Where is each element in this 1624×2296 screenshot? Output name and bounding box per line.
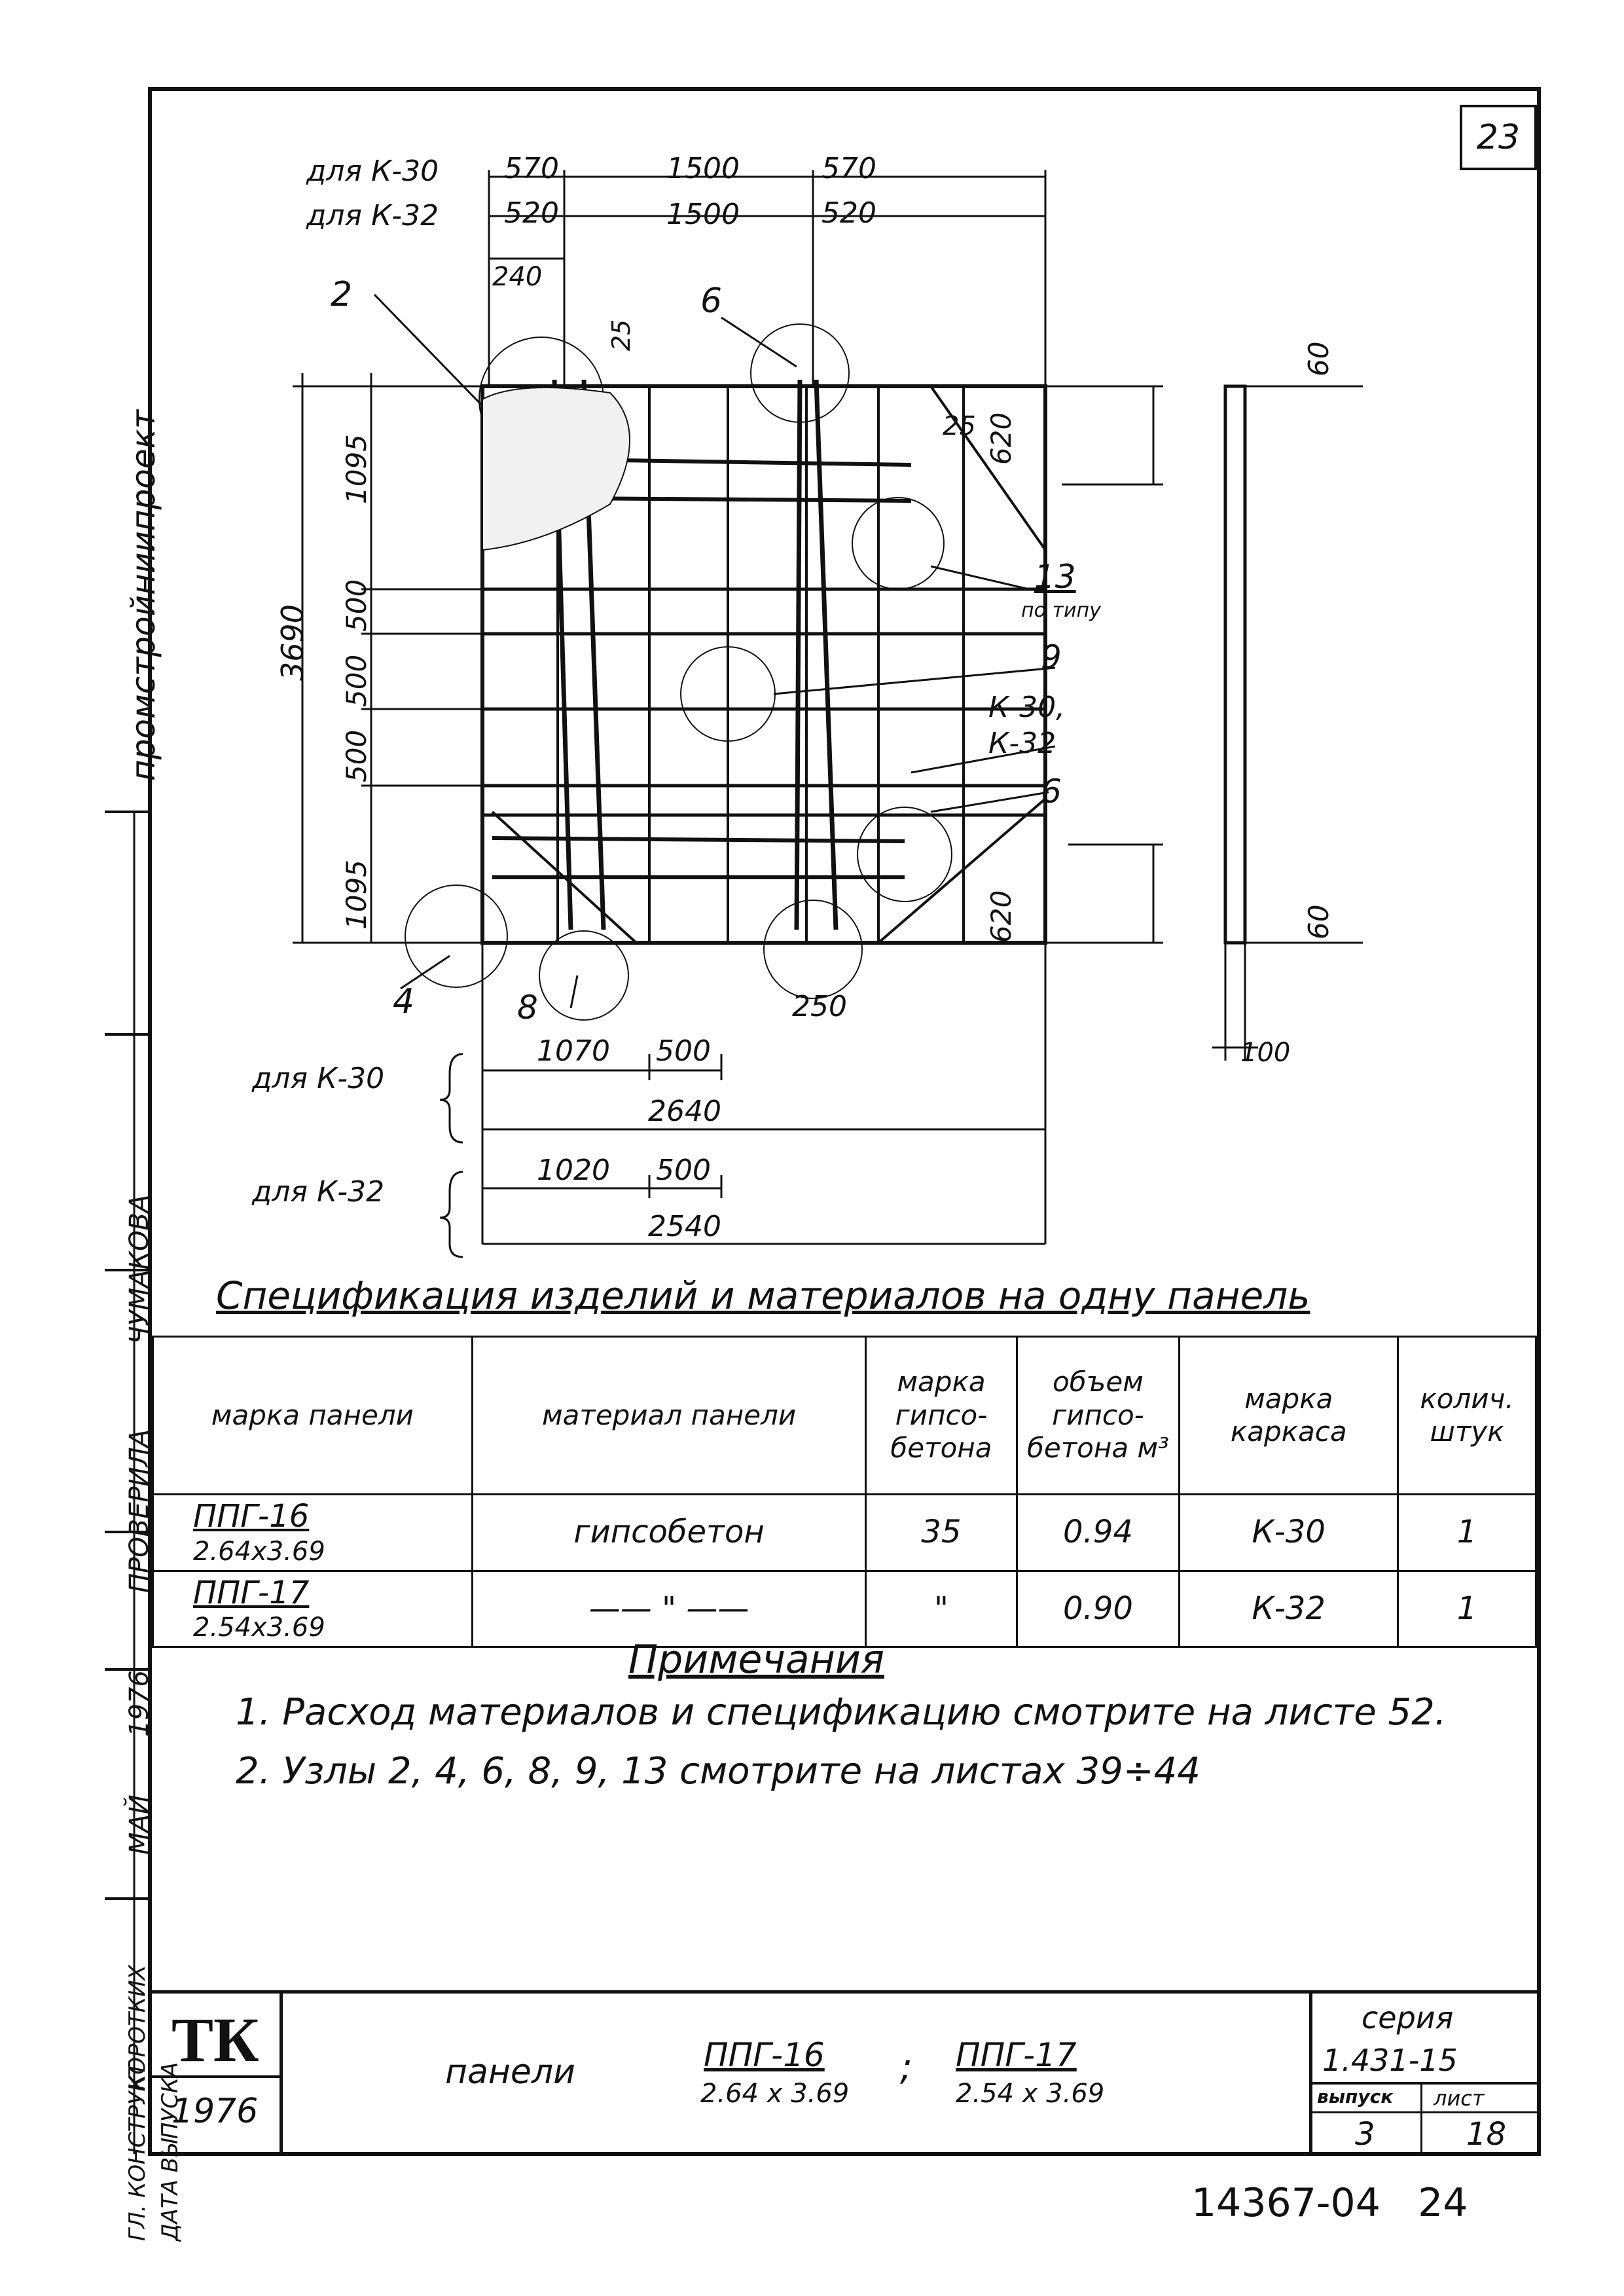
row1-mark-size: 2.64х3.69 (193, 1536, 325, 1567)
dim-500-k32: 500 (656, 1154, 711, 1187)
col-gypsum-mark: марка гипсо-бетона (866, 1337, 1017, 1495)
callout-13: 13 (1034, 558, 1076, 596)
note-2: 2. Узлы 2, 4, 6, 8, 9, 13 смотрите на листах 39÷44 (236, 1750, 1200, 1793)
issue-sheet-divider (1420, 2082, 1422, 2156)
col-qty: колич. штук (1398, 1337, 1536, 1495)
callout-k30: К-30, (988, 691, 1066, 724)
issue-label: выпуск (1317, 2086, 1394, 2107)
row2-gypsum-mark: " (866, 1571, 1017, 1647)
dim-k30-right: 570 (821, 152, 876, 185)
series-value: 1.431-15 (1322, 2043, 1458, 2078)
logo: ТК (171, 2005, 259, 2075)
note-1: 1. Расход материалов и спецификацию смотрите на листе 52. (236, 1691, 1447, 1734)
title-item1-bottom: 2.64 х 3.69 (700, 2079, 850, 2109)
col-mark: марка панели (153, 1337, 473, 1495)
dim-250: 250 (792, 990, 847, 1023)
row1-mark (153, 1495, 473, 1571)
row2-frame: К-32 (1180, 1571, 1398, 1647)
callout-13-note: по типу (1021, 599, 1101, 622)
row2-mark (153, 1571, 473, 1647)
date-label: ДАТА ВЫПУСКА (157, 2062, 183, 2241)
callout-4: 4 (393, 982, 415, 1021)
name-chumakova: ЧУМАКОВА (124, 1194, 154, 1344)
row2-volume: 0.90 (1017, 1571, 1180, 1647)
dim-240: 240 (492, 262, 543, 292)
dim-500-c: 500 (340, 729, 372, 782)
title-separator: ; (900, 2046, 912, 2088)
title-caption: панели (445, 2052, 575, 2092)
row1-mark-name: ППГ-16 (193, 1498, 310, 1535)
dim-100: 100 (1240, 1038, 1291, 1068)
label-k30-bottom: для К-30 (252, 1062, 385, 1095)
callout-9: 9 (1041, 638, 1062, 676)
title-year: 1976 (171, 2092, 259, 2131)
title-item1-top: ППГ-16 (704, 2036, 825, 2074)
callout-8: 8 (517, 989, 538, 1027)
year-stamp: 1976 (124, 1670, 154, 1737)
issue-value: 3 (1355, 2116, 1375, 2153)
col-volume: объем гипсо-бетона м³ (1017, 1337, 1180, 1495)
row1-frame: К-30 (1180, 1495, 1398, 1571)
callout-6-bottom: 6 (1041, 773, 1062, 811)
dim-1070: 1070 (537, 1034, 610, 1068)
dim-2640: 2640 (648, 1095, 721, 1128)
row2-material: —— " —— (472, 1571, 866, 1647)
dim-25-top: 25 (607, 319, 636, 352)
series-divider (1309, 2082, 1537, 2085)
role-gl-konstrukt: ГЛ. КОНСТРУКТ (124, 2062, 151, 2241)
dim-25-right: 25 (943, 411, 976, 441)
title-item2-bottom: 2.54 х 3.69 (956, 2079, 1105, 2109)
date-value: МАЙ (124, 1795, 154, 1855)
dim-3690: 3690 (275, 604, 310, 681)
footer-code: 14367-04 24 (1191, 2180, 1468, 2226)
name-korotkikh: КОРОТКИХ (124, 1965, 151, 2090)
dim-620-bottom: 620 (985, 890, 1017, 943)
dim-k32-right: 520 (821, 196, 876, 230)
sheet-number: 23 (1476, 118, 1521, 157)
dim-60-top: 60 (1303, 341, 1335, 376)
series-label: серия (1362, 2000, 1454, 2035)
row1-volume: 0.94 (1017, 1495, 1180, 1571)
dim-k32-left: 520 (504, 196, 559, 230)
row2-qty: 1 (1398, 1571, 1536, 1647)
spec-header-row (153, 1337, 1536, 1495)
table-row (153, 1571, 1536, 1647)
label-k32-top: для К-32 (306, 199, 439, 232)
dim-500-b: 500 (340, 654, 372, 707)
row1-gypsum-mark: 35 (866, 1495, 1017, 1571)
callout-2: 2 (331, 275, 353, 314)
label-k30-top: для К-30 (306, 155, 439, 188)
dim-1095-bottom: 1095 (340, 860, 372, 930)
dim-k30-mid: 1500 (666, 152, 740, 185)
sheet-label: лист (1434, 2086, 1485, 2111)
col-frame-mark: марка каркаса (1180, 1337, 1398, 1495)
dim-1095-top: 1095 (340, 434, 372, 504)
stamp-column-lines (98, 786, 157, 2160)
role-proverila: ПРОВЕРИЛА (124, 1429, 154, 1593)
col-material: материал панели (472, 1337, 866, 1495)
title-item2-top: ППГ-17 (956, 2036, 1077, 2074)
notes-title: Примечания (628, 1637, 884, 1683)
dim-620-top: 620 (985, 412, 1017, 465)
issue-divider (1309, 2111, 1537, 2113)
dim-500-a: 500 (340, 579, 372, 632)
table-row (153, 1495, 1536, 1571)
dim-500-k30: 500 (656, 1034, 711, 1068)
sheet-value: 18 (1466, 2116, 1507, 2153)
row1-qty: 1 (1398, 1495, 1536, 1571)
notes-list (236, 1689, 1479, 1795)
callout-6-top: 6 (700, 282, 723, 321)
dim-1020: 1020 (537, 1154, 610, 1187)
label-k32-bottom: для К-32 (252, 1175, 385, 1209)
row2-mark-size: 2.54х3.69 (193, 1613, 325, 1643)
dim-60-bottom: 60 (1303, 904, 1335, 939)
row2-mark-name: ППГ-17 (193, 1574, 310, 1611)
dim-2540: 2540 (648, 1210, 721, 1243)
row1-material: гипсобетон (472, 1495, 866, 1571)
dim-k30-left: 570 (504, 152, 559, 185)
spec-table (152, 1336, 1537, 1648)
logo-divider (152, 2075, 283, 2078)
org-name: промстройниипроект (124, 410, 162, 781)
spec-title: Спецификация изделий и материалов на одну панель (216, 1273, 1310, 1318)
dim-k32-mid: 1500 (666, 198, 740, 231)
callout-k32: К-32 (988, 727, 1056, 760)
